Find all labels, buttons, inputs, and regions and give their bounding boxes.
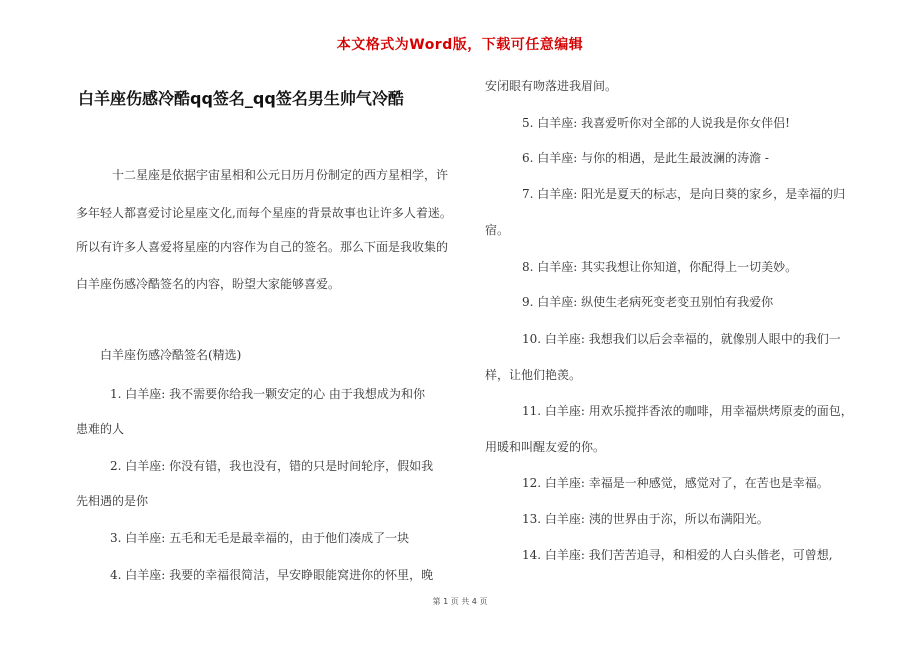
list-item: 4. 白羊座: 我要的幸福很简洁，早安睁眼能窝进你的怀里，晚 <box>110 568 434 582</box>
intro-line: 多年轻人都喜爱讨论星座文化,而每个星座的背景故事也让许多人着迷。 <box>76 206 452 220</box>
document-title: 白羊座伤感冷酷qq签名_qq签名男生帅气冷酷 <box>78 89 404 108</box>
list-item-continuation: 安闭眼有吻落进我眉间。 <box>485 79 618 93</box>
page-footer: 第 1 页 共 4 页 <box>432 597 488 606</box>
list-item-continuation: 宿。 <box>485 223 510 237</box>
download-banner: 本文格式为Word版，下载可任意编辑 <box>336 37 584 53</box>
list-item: 13. 白羊座: 洟的世界由于沵，所以布满阳光。 <box>522 512 769 526</box>
list-item: 8. 白羊座: 其实我想让你知道，你配得上一切美妙。 <box>522 260 798 274</box>
list-item: 10. 白羊座: 我想我们以后会幸福的，就像别人眼中的我们一 <box>522 332 841 346</box>
list-item: 1. 白羊座: 我不需要你给我一颗安定的心 由于我想成为和你 <box>110 387 425 401</box>
list-item-continuation: 用暖和叫醒友爱的你。 <box>485 440 606 454</box>
list-item: 3. 白羊座: 五毛和无毛是最幸福的，由于他们凑成了一块 <box>110 531 410 545</box>
intro-line: 白羊座伤感冷酷签名的内容，盼望大家能够喜爱。 <box>76 277 341 291</box>
list-item: 5. 白羊座: 我喜爱听你对全部的人说我是你女伴侣! <box>522 116 790 130</box>
list-item-continuation: 患难的人 <box>76 422 125 436</box>
list-item: 2. 白羊座: 你没有错，我也没有，错的只是时间轮序，假如我 <box>110 459 434 473</box>
list-item-continuation: 样，让他们艳羡。 <box>485 368 582 382</box>
intro-line: 所以有许多人喜爱将星座的内容作为自己的签名。那么下面是我收集的 <box>76 240 449 254</box>
list-item: 6. 白羊座: 与你的相遇，是此生最波澜的涛澹 - <box>522 151 769 165</box>
list-item: 9. 白羊座: 纵使生老病死变老变丑别怕有我爱你 <box>522 295 774 309</box>
list-item-continuation: 先相遇的是你 <box>76 494 149 508</box>
list-item: 12. 白羊座: 幸福是一种感觉，感觉对了，在苦也是幸福。 <box>522 476 829 490</box>
list-item: 14. 白羊座: 我们苦苦追寻，和相爱的人白头偕老，可曾想, <box>522 548 833 562</box>
intro-line: 十二星座是依据宇宙星相和公元日历月份制定的西方星相学，许 <box>112 168 449 182</box>
section-heading: 白羊座伤感冷酷签名(精选) <box>100 348 242 362</box>
list-item: 7. 白羊座: 阳光是夏天的标志，是向日葵的家乡，是幸福的归 <box>522 187 846 201</box>
list-item: 11. 白羊座: 用欢乐搅拌香浓的咖啡，用幸福烘烤原麦的面包， <box>522 404 853 418</box>
